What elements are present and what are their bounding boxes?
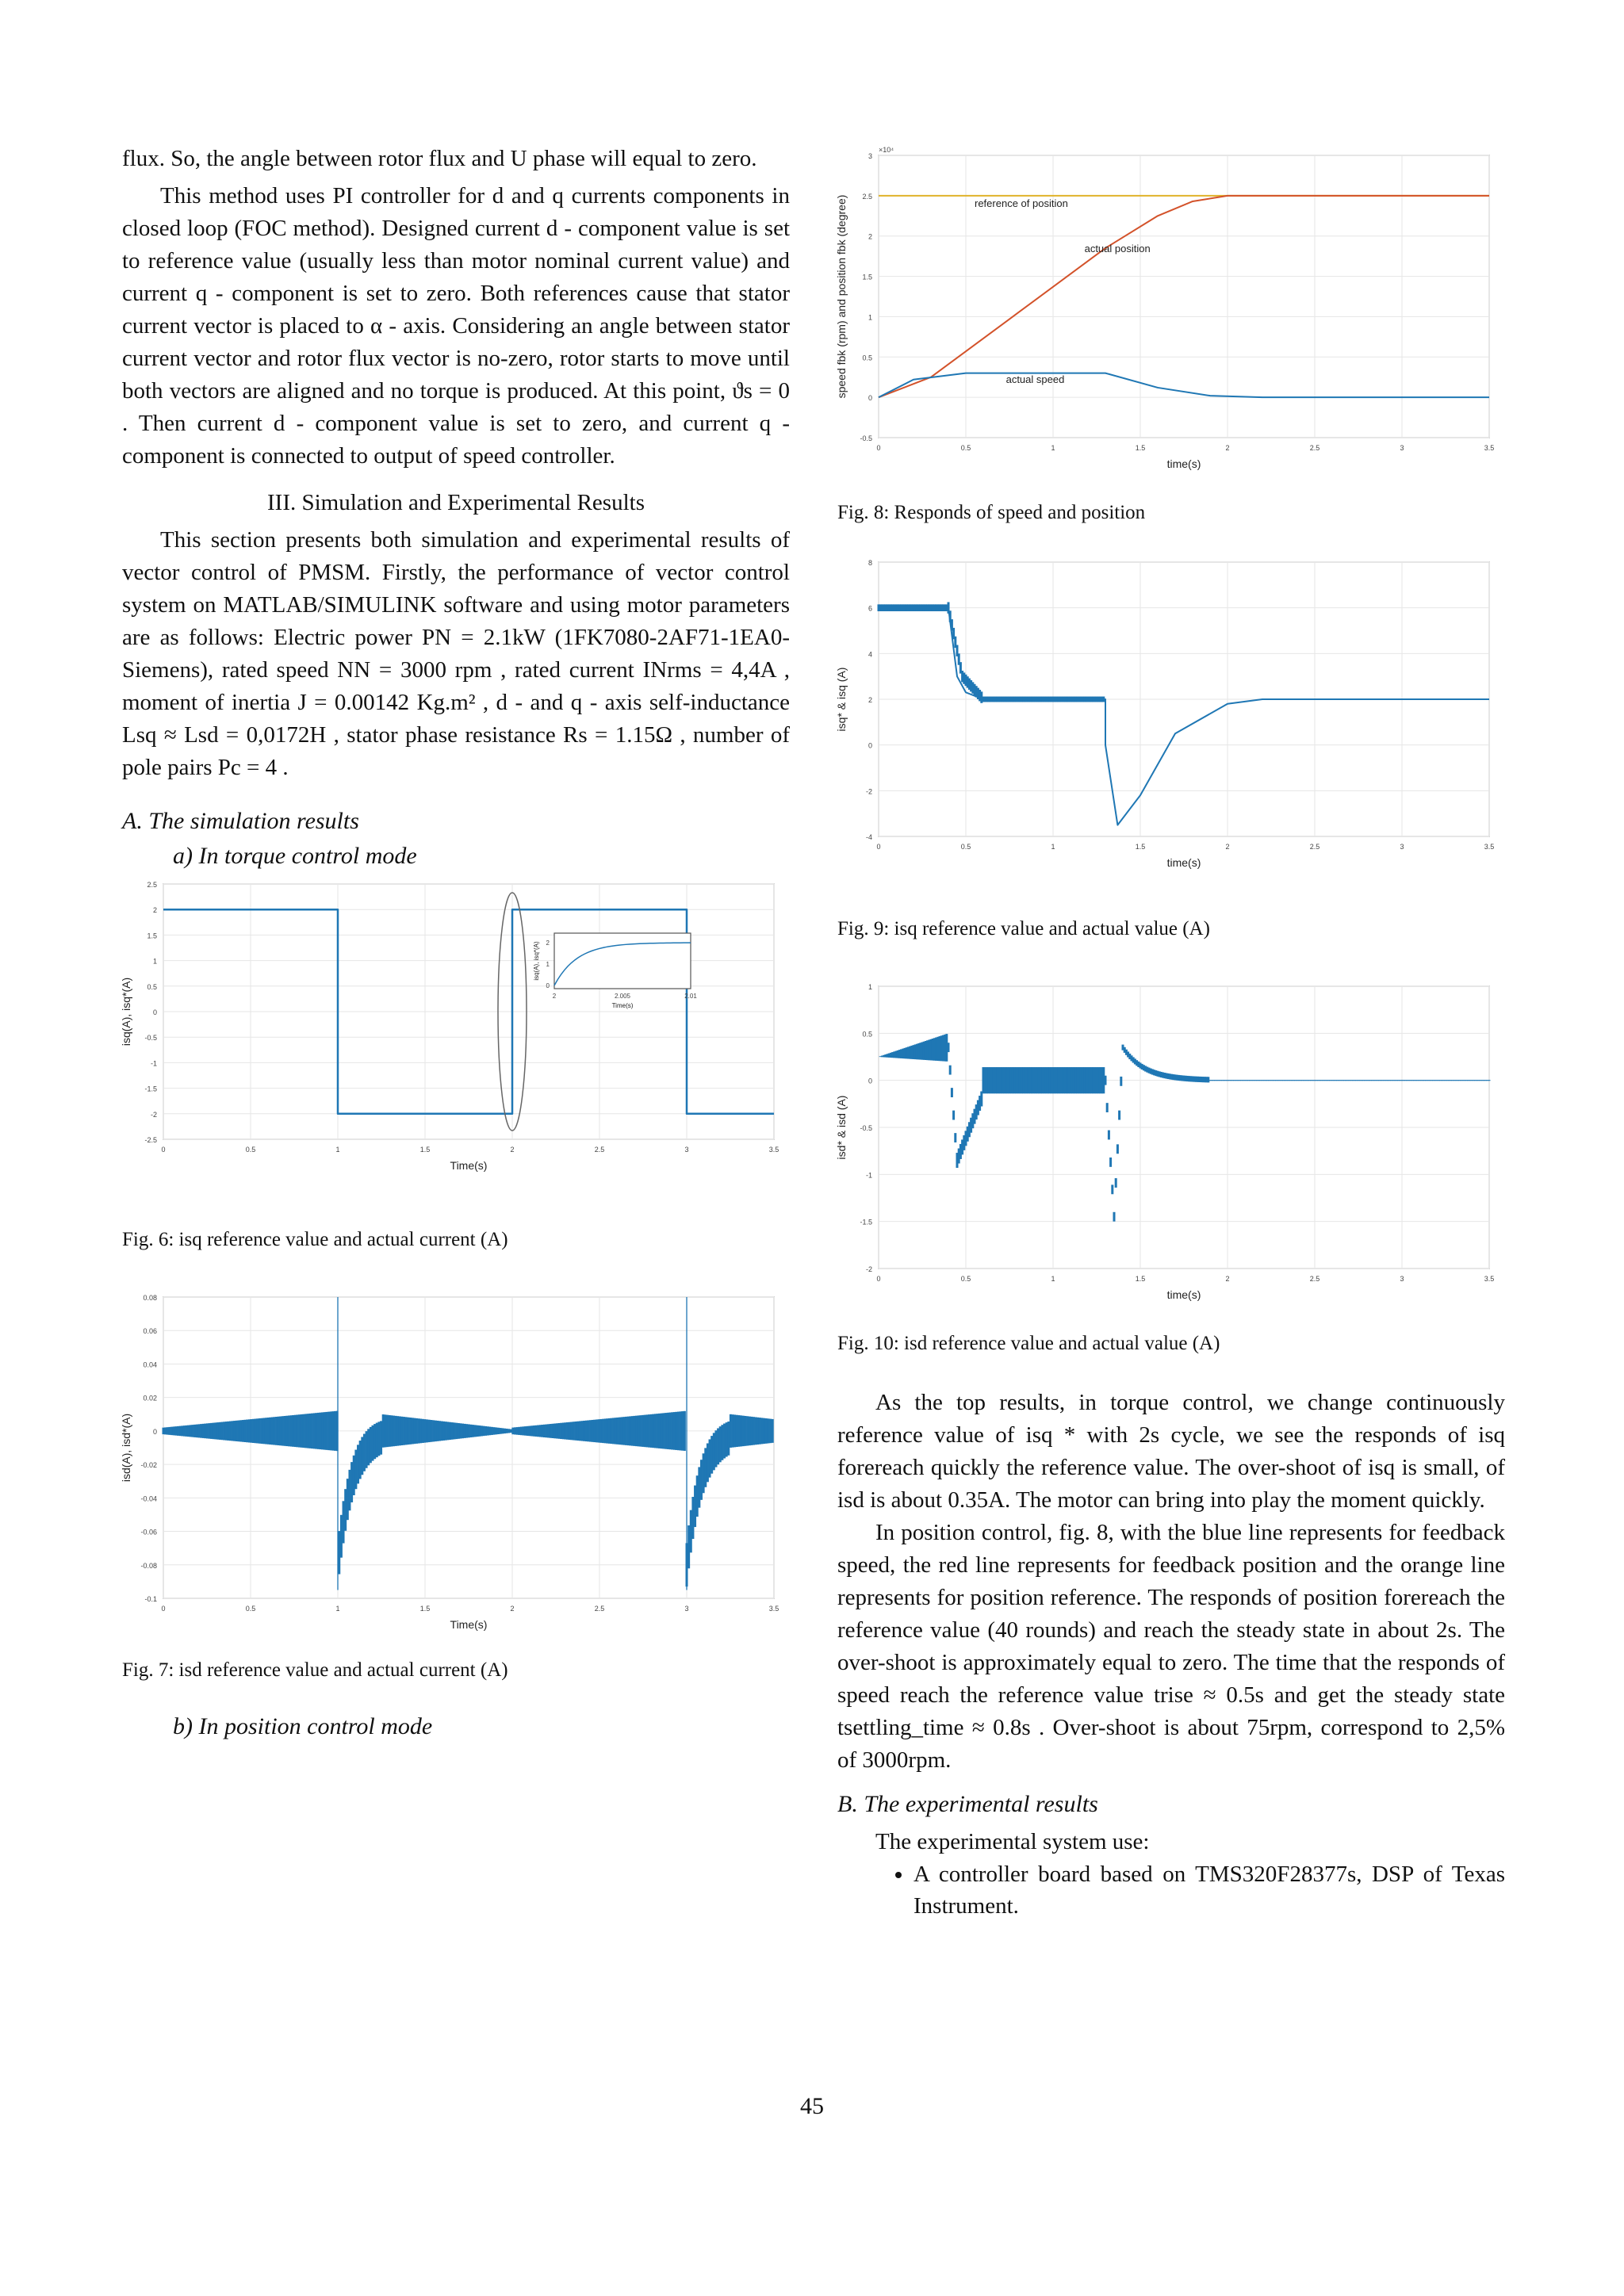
x-axis-label: Time(s)	[450, 1618, 488, 1631]
bullet-item: • A controller board based on TMS320F28377s, DSP of Texas Instrument.	[914, 1858, 1505, 1922]
y-tick-label: -0.5	[144, 1034, 157, 1043]
inset-y-tick: 1	[546, 961, 550, 968]
y-tick-label: 2.5	[862, 192, 872, 201]
x-tick-label: 2	[510, 1146, 515, 1154]
y-tick-label: -2	[865, 787, 872, 796]
x-tick-label: 0	[876, 444, 881, 452]
y-tick-label: 1	[868, 983, 872, 991]
inset-y-tick: 2	[546, 939, 550, 947]
x-axis-label: time(s)	[1166, 457, 1201, 470]
y-tick-label: 1.5	[147, 932, 157, 940]
y-axis-label: isq* & isq (A)	[835, 667, 848, 732]
y-tick-label: 0.06	[143, 1327, 157, 1336]
right-column	[837, 143, 1505, 1922]
y-tick-label: -0.5	[860, 1124, 872, 1132]
x-tick-label: 0	[161, 1605, 166, 1613]
x-tick-label: 3	[1400, 1275, 1404, 1283]
paragraph-2: This method uses PI controller for d and q currents components in closed loop (FOC method). Designed current d - component value is set to reference value (usually less than motor nominal current value) and current q - component is set to zero. Both references cause that stator current vector is placed to α - axis. Considering an angle between stator current vector and rotor flux vector is no-zero, rotor starts to move until both vectors are aligned and no torque is produced. At this point, ϑs = 0 . Then current d - component value is set to zero, and current q - component is connected to output of speed controller.	[122, 183, 790, 469]
fig10-chart	[837, 980, 1505, 1305]
left-column	[122, 143, 790, 1748]
y-tick-label: -0.04	[140, 1494, 157, 1503]
fig6-caption: Fig. 6: isq reference value and actual current (A)	[122, 1229, 508, 1250]
fig10-caption: Fig. 10: isd reference value and actual value (A)	[837, 1333, 1220, 1354]
x-axis-label: time(s)	[1166, 1288, 1201, 1301]
x-axis-label: Time(s)	[450, 1159, 488, 1172]
plot-area	[879, 155, 1489, 438]
label-actual-speed: actual speed	[1005, 373, 1065, 385]
y-tick-label: 0	[868, 1077, 872, 1085]
fig8-chart	[837, 143, 1505, 476]
y-axis-label: isd(A), isd*(A)	[120, 1413, 132, 1483]
x-tick-label: 3.5	[768, 1146, 779, 1154]
x-tick-label: 1.5	[1135, 843, 1146, 851]
x-tick-label: 1.5	[1135, 1275, 1146, 1283]
x-tick-label: 1	[1051, 1275, 1055, 1283]
y-tick-label: 0.02	[143, 1394, 157, 1402]
x-axis-label: time(s)	[1166, 856, 1201, 869]
inset-y-tick: 0	[546, 982, 550, 989]
x-tick-label: 1	[1051, 843, 1055, 851]
x-tick-label: 0.5	[960, 843, 971, 851]
figure-10	[837, 980, 1505, 1309]
fig7-chart	[120, 1291, 790, 1631]
y-tick-label: -0.02	[140, 1461, 157, 1470]
x-tick-label: 3.5	[1484, 1275, 1495, 1283]
inset-x-tick: 2	[552, 993, 557, 1000]
y-tick-label: -0.5	[860, 434, 872, 442]
inset-x-tick: 2.005	[614, 993, 631, 1000]
y-tick-label: 8	[868, 559, 872, 567]
x-tick-label: 2	[1225, 843, 1230, 851]
y-tick-label: 0.5	[147, 982, 157, 991]
y-tick-label: -2	[150, 1110, 157, 1119]
y-tick-label: 0.04	[143, 1360, 157, 1369]
x-tick-label: 3.5	[768, 1605, 779, 1613]
x-tick-label: 2.5	[1309, 444, 1320, 452]
y-tick-label: 0	[868, 394, 872, 403]
label-reference-position: reference of position	[975, 197, 1068, 209]
x-tick-label: 1.5	[419, 1605, 431, 1613]
y-tick-label: 0.5	[862, 354, 872, 362]
y-axis-label: speed fbk (rpm) and position fbk (degree)	[835, 194, 848, 399]
section-heading: III. Simulation and Experimental Results	[267, 490, 645, 515]
x-tick-label: 1	[1051, 444, 1055, 452]
y-tick-label: -4	[865, 833, 872, 841]
y-tick-label: 1	[868, 313, 872, 322]
x-tick-label: 0.5	[960, 444, 971, 452]
x-tick-label: 3	[1400, 444, 1404, 452]
y-tick-label: -0.1	[144, 1595, 157, 1603]
figure-7	[120, 1291, 790, 1631]
paragraph-5: In position control, fig. 8, with the blue line represents for feedback speed, the red line represents for feedback position and the orange line represents for position reference. The responds of position forereach the reference value (40 rounds) and reach the steady state in about 2s. The over-shoot is approximately equal to zero. The time that the responds of speed reach the reference value trise ≈ 0.5s and get the steady state tsettling_time ≈ 0.8s . Over-shoot is about 75rpm, correspond to 2,5% of 3000rpm.	[837, 1520, 1505, 1773]
x-tick-label: 2.5	[594, 1146, 605, 1154]
paragraph-3: This section presents both simulation and experimental results of vector control of PMSM. Firstly, the performance of vector control system on MATLAB/SIMULINK software and using motor parameters are as follows: Electric power PN = 2.1kW (1FK7080-2AF71-1EA0-Siemens), rated speed NN = 3000 rpm , rated current INrms = 4,4A , moment of inertia J = 0.00142 Kg.m² , d - and q - axis self-inductance Lsq ≈ Lsd = 0,0172H , stator phase resistance Rs = 1.15Ω , number of pole pairs Pc = 4 .	[122, 527, 790, 780]
x-tick-label: 2.5	[1309, 843, 1320, 851]
paragraph-4: As the top results, in torque control, we change continuously reference value of isq * with 2s cycle, we see the responds of isq forereach quickly the reference value. The over-shoot of isq is small, of isd is about 0.35A. The motor can bring into play the moment quickly.	[837, 1390, 1505, 1513]
y-tick-label: 6	[868, 604, 872, 613]
figure-8	[837, 143, 1505, 480]
y-tick-label: -0.06	[140, 1528, 157, 1536]
x-tick-label: 2	[510, 1605, 515, 1613]
y-tick-label: -1.5	[860, 1218, 872, 1226]
fig9-chart	[837, 556, 1505, 873]
y-tick-label: 2	[868, 696, 872, 704]
inset-y-label: isq(A), isq*(A)	[533, 941, 540, 981]
x-tick-label: 2	[1225, 444, 1230, 452]
subsubsection-position-heading: b) In position control mode	[173, 1713, 433, 1739]
x-tick-label: 3.5	[1484, 444, 1495, 452]
y-tick-label: -1.5	[144, 1085, 157, 1093]
y-tick-label: 0	[152, 1427, 157, 1436]
x-tick-label: 0	[876, 843, 881, 851]
paragraph-6: The experimental system use:	[875, 1829, 1150, 1854]
y-tick-label: 0	[868, 741, 872, 750]
x-tick-label: 0.5	[245, 1146, 256, 1154]
y-tick-label: 4	[868, 650, 872, 659]
fig6-chart	[122, 878, 790, 1179]
y-axis-label: isd* & isd (A)	[835, 1095, 848, 1160]
y-tick-label: 2	[152, 906, 157, 915]
x-tick-label: 0	[876, 1275, 881, 1283]
paragraph-1: flux. So, the angle between rotor flux and U phase will equal to zero.	[122, 146, 757, 171]
y-multiplier: ×10⁴	[879, 146, 894, 154]
subsubsection-torque-heading: a) In torque control mode	[173, 843, 417, 869]
y-tick-label: 2	[868, 232, 872, 241]
bullet-list	[837, 1858, 1505, 1922]
figure-6	[122, 878, 790, 1183]
x-tick-label: 1	[335, 1146, 340, 1154]
y-tick-label: 0	[152, 1008, 157, 1016]
y-tick-label: -0.08	[140, 1561, 157, 1570]
x-tick-label: 0	[161, 1146, 166, 1154]
x-tick-label: 3	[1400, 843, 1404, 851]
y-tick-label: -2	[865, 1265, 872, 1273]
subsection-a-heading: A. The simulation results	[122, 808, 359, 834]
page-number: 45	[800, 2093, 824, 2119]
figure-9	[837, 556, 1505, 877]
y-tick-label: 3	[868, 152, 872, 160]
x-tick-label: 1.5	[1135, 444, 1146, 452]
x-tick-label: 2.5	[594, 1605, 605, 1613]
y-tick-label: 0.5	[862, 1030, 872, 1039]
y-tick-label: -1	[865, 1171, 872, 1180]
x-tick-label: 0.5	[960, 1275, 971, 1283]
x-tick-label: 2.5	[1309, 1275, 1320, 1283]
subsection-b-heading: B. The experimental results	[837, 1791, 1098, 1817]
y-tick-label: 1.5	[862, 273, 872, 281]
fig7-caption: Fig. 7: isd reference value and actual current (A)	[122, 1659, 508, 1681]
inset-x-label: Time(s)	[611, 1002, 634, 1009]
y-tick-label: -1	[150, 1059, 157, 1068]
y-tick-label: 1	[152, 957, 157, 966]
x-tick-label: 2	[1225, 1275, 1230, 1283]
x-tick-label: 3	[684, 1605, 689, 1613]
y-axis-label: isq(A), isq*(A)	[120, 977, 132, 1047]
y-tick-label: 2.5	[147, 881, 157, 889]
x-tick-label: 1.5	[419, 1146, 431, 1154]
y-tick-label: 0.08	[143, 1294, 157, 1302]
inset-x-tick: 2.01	[684, 993, 697, 1000]
x-tick-label: 3	[684, 1146, 689, 1154]
x-tick-label: 1	[335, 1605, 340, 1613]
fig8-caption: Fig. 8: Responds of speed and position	[837, 502, 1146, 523]
fig9-caption: Fig. 9: isq reference value and actual value (A)	[837, 918, 1210, 939]
label-actual-position: actual position	[1084, 243, 1151, 255]
y-tick-label: -2.5	[144, 1136, 157, 1144]
x-tick-label: 3.5	[1484, 843, 1495, 851]
x-tick-label: 0.5	[245, 1605, 256, 1613]
inset-frame	[554, 933, 691, 989]
